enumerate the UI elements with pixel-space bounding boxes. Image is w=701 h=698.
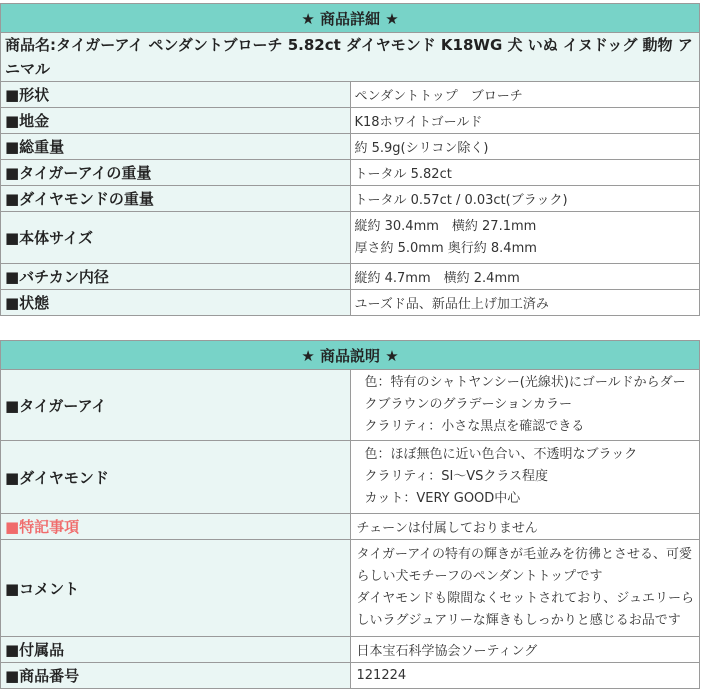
body-size-value: [350, 212, 700, 264]
diamond-color-line: 色：ほぼ無色に近い色合い、不透明なブラック: [364, 447, 638, 462]
body-size-line-1: 縦約 30.4mm 横約 27.1mm: [354, 218, 537, 234]
description-heading: ★ 商品説明 ★: [1, 341, 700, 370]
shape-label: ■形状: [1, 82, 351, 108]
product-title: 商品名:タイガーアイ ペンダントブローチ 5.82ct ダイヤモンド K18WG 犬 いぬ イヌドッグ 動物 アニマル: [1, 33, 700, 82]
comment-paragraph-2: ダイヤモンドも隙間なくセットされており、ジュエリーらしいラグジュアリーな輝きもしっかりと感じるお品です: [356, 591, 694, 628]
item-number-label: ■商品番号: [1, 663, 351, 689]
notes-label: ■特記事項: [1, 514, 351, 540]
condition-value: ユーズド品、新品仕上げ加工済み: [350, 290, 700, 316]
metal-value: K18ホワイトゴールド: [350, 108, 700, 134]
details-heading: ★ 商品詳細 ★: [1, 4, 700, 33]
diamond-desc: [350, 441, 700, 514]
tiger-eye-desc: [350, 370, 700, 441]
tiger-eye-clarity-line: クラリティ：小さな黒点を確認できる: [364, 419, 585, 434]
tiger-eye-weight-label: ■タイガーアイの重量: [1, 160, 351, 186]
diamond-weight-value: トータル 0.57ct / 0.03ct(ブラック): [350, 186, 700, 212]
details-table: [0, 3, 700, 316]
metal-label: ■地金: [1, 108, 351, 134]
diamond-label: ■ダイヤモンド: [1, 441, 351, 514]
tiger-eye-label: ■タイガーアイ: [1, 370, 351, 441]
accessories-label: ■付属品: [1, 637, 351, 663]
comment-label: ■コメント: [1, 540, 351, 637]
item-number-value: 121224: [350, 663, 700, 689]
condition-label: ■状態: [1, 290, 351, 316]
total-weight-value: 約 5.9g(シリコン除く): [350, 134, 700, 160]
diamond-weight-label: ■ダイヤモンドの重量: [1, 186, 351, 212]
notes-value: チェーンは付属しておりません: [350, 514, 700, 540]
description-table: [0, 340, 700, 689]
tiger-eye-color-line: 色：特有のシャトヤンシー(光線状)にゴールドからダークブラウンのグラデーションカラー: [364, 375, 686, 412]
diamond-clarity-line: クラリティ：SI〜VSクラス程度: [364, 469, 549, 484]
accessories-value: 日本宝石科学協会ソーティング: [350, 637, 700, 663]
body-size-label: ■本体サイズ: [1, 212, 351, 264]
bail-size-value: 縦約 4.7mm 横約 2.4mm: [350, 264, 700, 290]
diamond-cut-line: カット：VERY GOOD中心: [364, 491, 521, 506]
bail-size-label: ■バチカン内径: [1, 264, 351, 290]
shape-value: ペンダントトップ ブローチ: [350, 82, 700, 108]
body-size-line-2: 厚さ約 5.0mm 奥行約 8.4mm: [354, 240, 537, 256]
comment-value: [350, 540, 700, 637]
comment-paragraph-1: タイガーアイの特有の輝きが毛並みを彷彿とさせる、可愛らしい犬モチーフのペンダントトップです: [356, 547, 693, 584]
tiger-eye-weight-value: トータル 5.82ct: [350, 160, 700, 186]
total-weight-label: ■総重量: [1, 134, 351, 160]
